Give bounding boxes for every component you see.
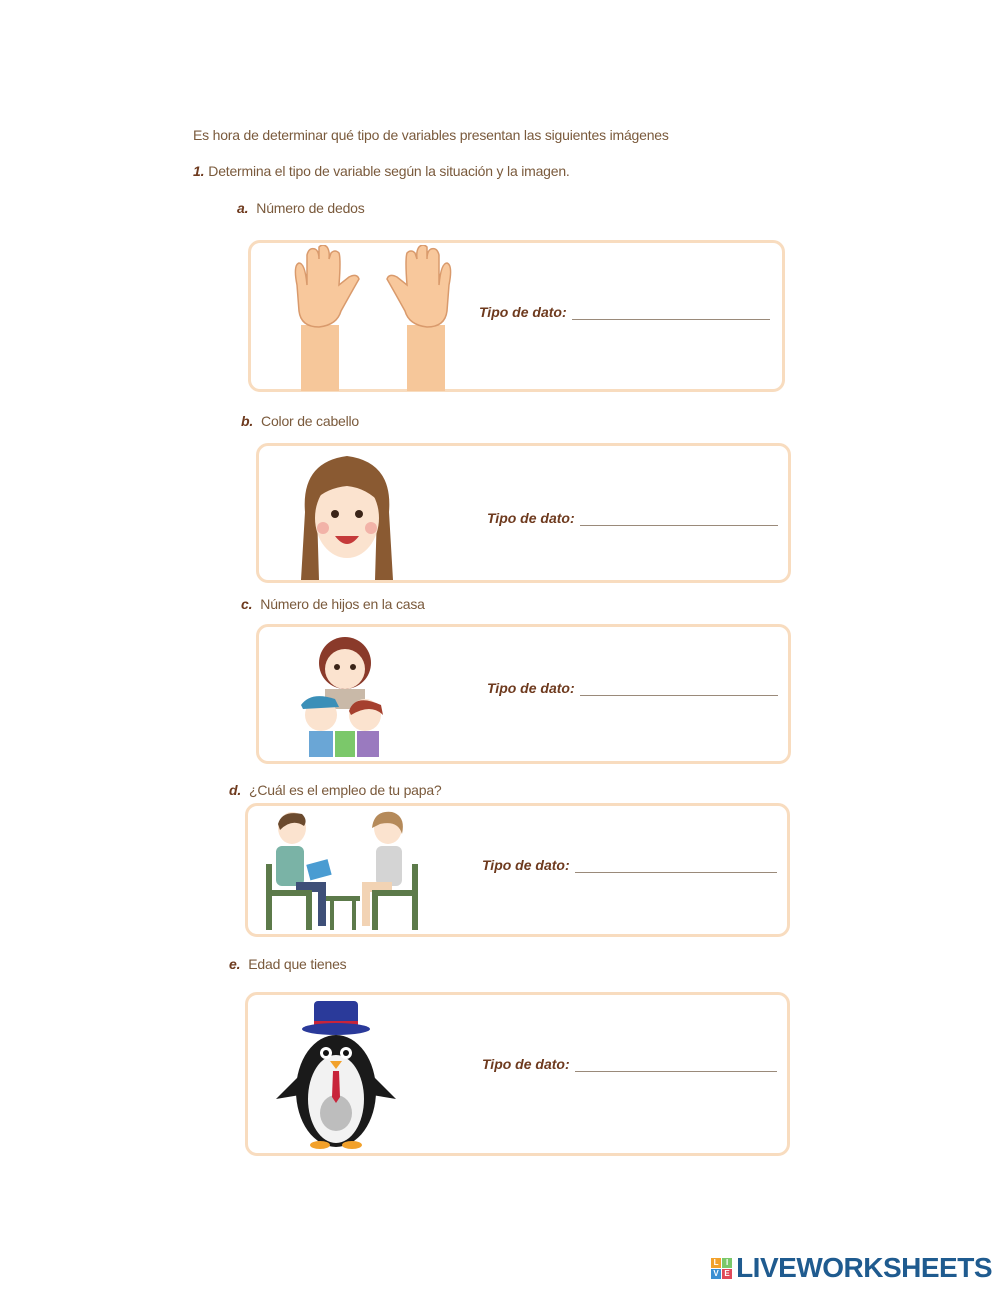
- item-d-card: [245, 803, 790, 937]
- question-number: 1.: [193, 163, 205, 179]
- answer-label: Tipo de dato:: [482, 857, 570, 873]
- item-letter: d.: [229, 782, 242, 798]
- answer-field[interactable]: [572, 319, 770, 320]
- item-a-card: [248, 240, 785, 392]
- answer-label: Tipo de dato:: [487, 510, 575, 526]
- item-text: ¿Cuál es el empleo de tu papa?: [249, 782, 442, 798]
- family-icon: [295, 635, 395, 761]
- answer-field[interactable]: [580, 695, 778, 696]
- item-text: Número de hijos en la casa: [260, 596, 425, 612]
- item-letter: b.: [241, 413, 254, 429]
- item-text: Color de cabello: [261, 413, 360, 429]
- answer-label: Tipo de dato:: [479, 304, 567, 320]
- item-d-label: [229, 782, 442, 798]
- item-c-card: [256, 624, 791, 764]
- item-text: Número de dedos: [256, 200, 365, 216]
- item-text: Edad que tienes: [248, 956, 347, 972]
- item-b-label: [241, 413, 359, 429]
- item-c-label: [241, 596, 425, 612]
- answer-label: Tipo de dato:: [487, 680, 575, 696]
- logo-text: LIVEWORKSHEETS: [736, 1252, 992, 1283]
- item-b-card: [256, 443, 791, 583]
- answer-field[interactable]: [580, 525, 778, 526]
- item-a-label: [237, 200, 365, 216]
- girl-face-icon: [297, 452, 397, 582]
- item-e-label: [229, 956, 346, 972]
- question-1: [193, 163, 570, 179]
- question-text: Determina el tipo de variable según la situación y la imagen.: [208, 163, 570, 179]
- item-letter: c.: [241, 596, 253, 612]
- answer-field[interactable]: [575, 872, 777, 873]
- item-letter: a.: [237, 200, 249, 216]
- penguin-top-hat-icon: [274, 995, 398, 1153]
- two-hands-icon: [289, 245, 459, 391]
- item-letter: e.: [229, 956, 241, 972]
- answer-field[interactable]: [575, 1071, 777, 1072]
- answer-label: Tipo de dato:: [482, 1056, 570, 1072]
- two-people-seated-icon: [262, 810, 422, 934]
- item-e-card: [245, 992, 790, 1156]
- logo-mark-icon: L I V E: [711, 1258, 732, 1279]
- liveworksheets-logo[interactable]: [711, 1253, 992, 1283]
- intro-text: Es hora de determinar qué tipo de variables presentan las siguientes imágenes: [193, 127, 669, 143]
